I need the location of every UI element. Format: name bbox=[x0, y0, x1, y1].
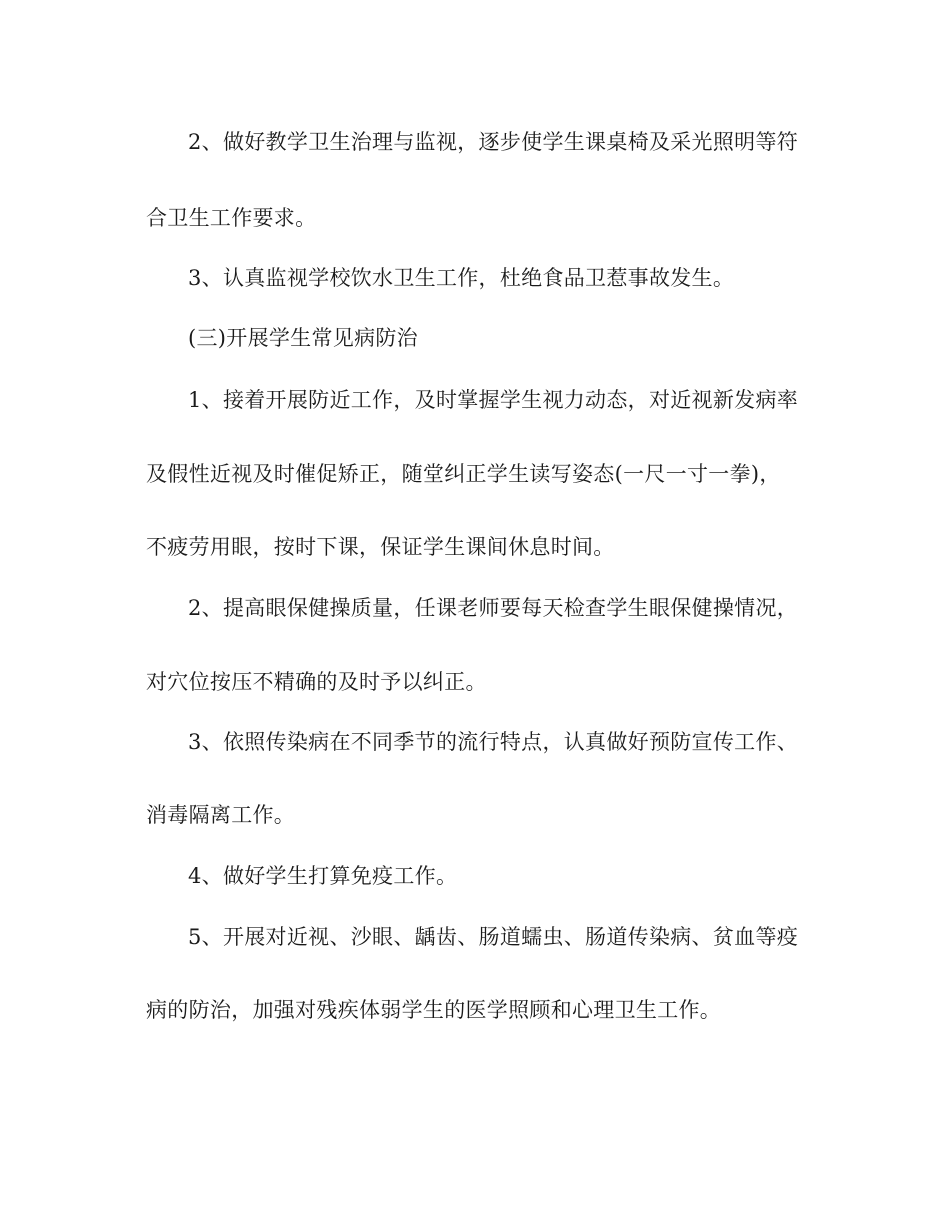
paragraph-line: 对穴位按压不精确的及时予以纠正。 bbox=[146, 670, 487, 694]
section-heading: (三)开展学生常见病防治 bbox=[188, 326, 418, 350]
paragraph-line: 3、依照传染病在不同季节的流行特点，认真做好预防宣传工作、 bbox=[188, 730, 799, 754]
paragraph-line: 5、开展对近视、沙眼、龋齿、肠道蠕虫、肠道传染病、贫血等疫 bbox=[188, 925, 799, 949]
paragraph-line: 3、认真监视学校饮水卫生工作，杜绝食品卫惹事故发生。 bbox=[188, 266, 735, 290]
paragraph-line: 病的防治，加强对残疾体弱学生的医学照顾和心理卫生工作。 bbox=[146, 998, 722, 1022]
paragraph-line: 1、接着开展防近工作，及时掌握学生视力动态，对近视新发病率 bbox=[188, 388, 799, 412]
paragraph-line: 4、做好学生打算免疫工作。 bbox=[188, 864, 458, 888]
paragraph-line: 2、提高眼保健操质量，任课老师要每天检查学生眼保健操情况， bbox=[188, 596, 799, 620]
paragraph-line: 2、做好教学卫生治理与监视，逐步使学生课桌椅及采光照明等符 bbox=[188, 130, 799, 154]
paragraph-line: 合卫生工作要求。 bbox=[146, 206, 317, 230]
paragraph-line: 及假性近视及时催促矫正，随堂纠正学生读写姿态(一尺一寸一拳)， bbox=[146, 462, 781, 486]
paragraph-line: 不疲劳用眼，按时下课，保证学生课间休息时间。 bbox=[146, 535, 615, 559]
paragraph-line: 消毒隔离工作。 bbox=[146, 803, 296, 827]
